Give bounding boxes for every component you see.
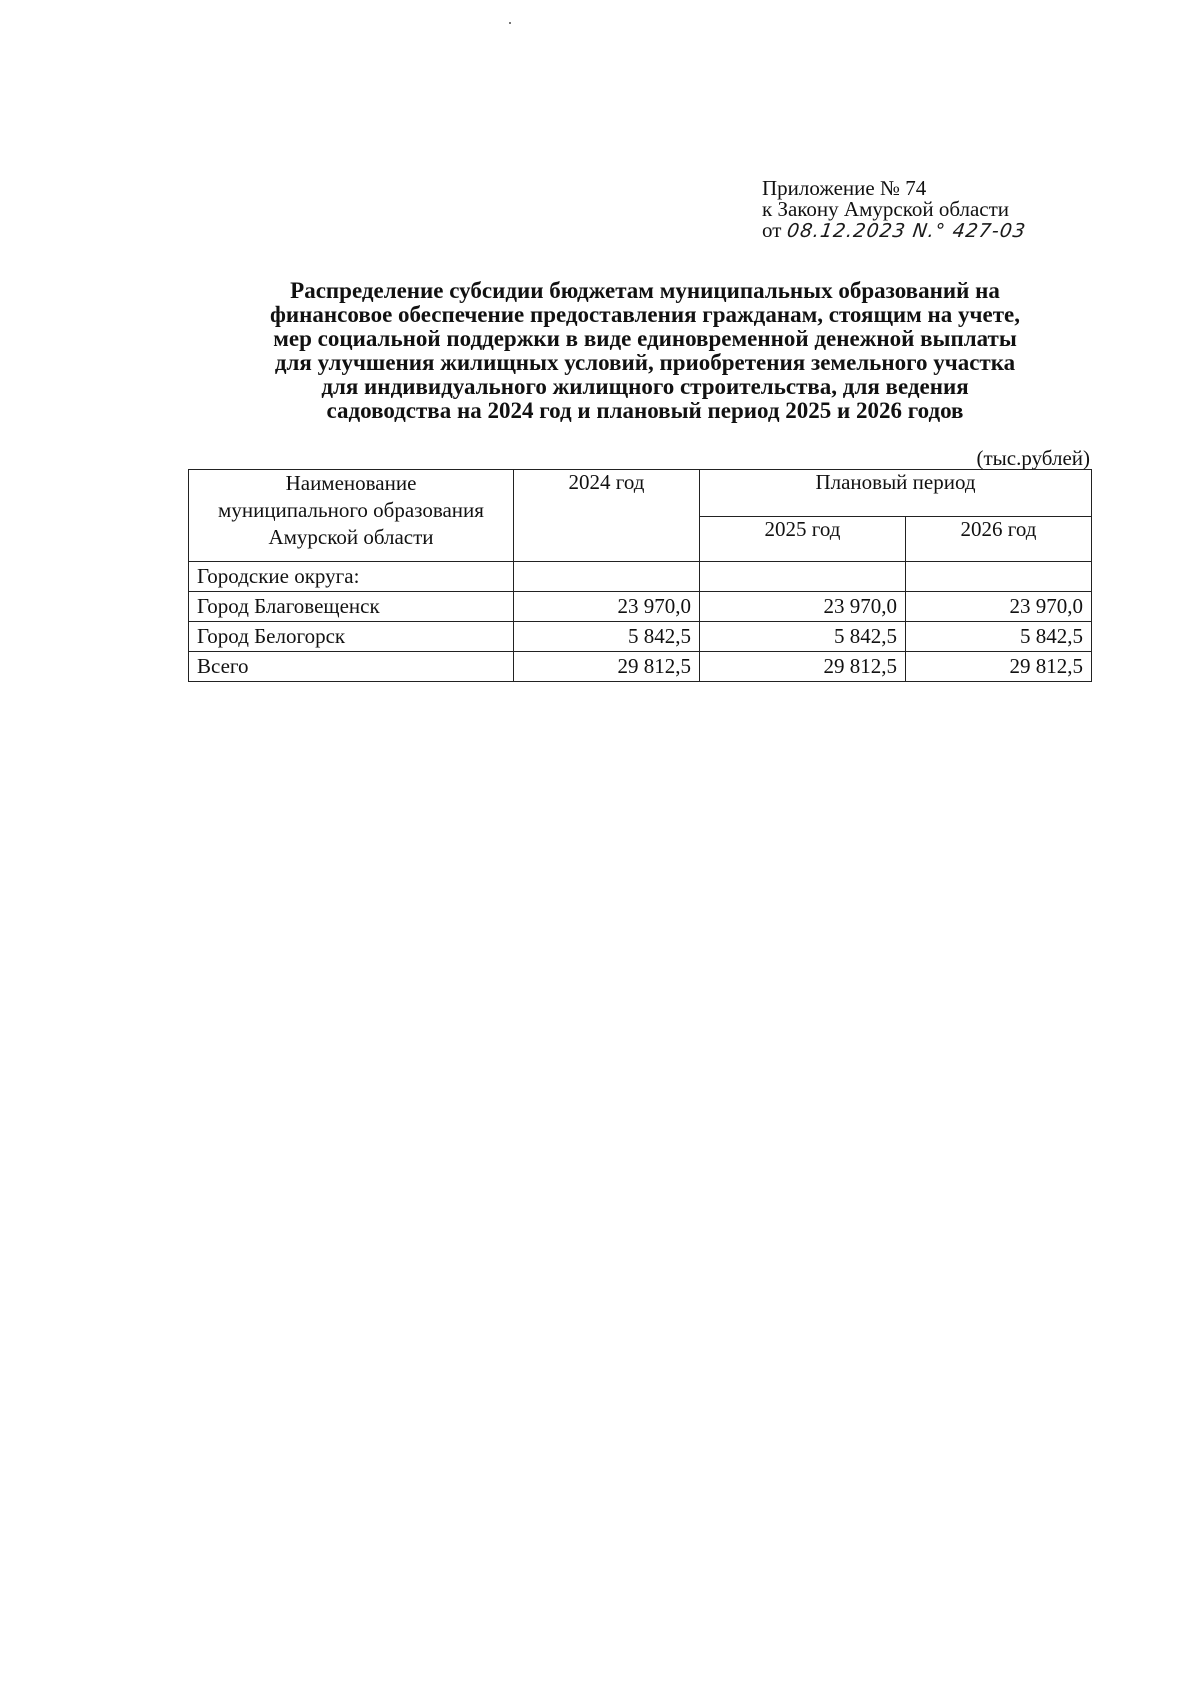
header-2024: 2024 год [514, 470, 700, 562]
row-value-2025: 5 842,5 [700, 622, 906, 652]
table-row [189, 592, 1092, 622]
total-value-2024: 29 812,5 [514, 652, 700, 682]
row-name: Город Благовещенск [189, 592, 514, 622]
empty-cell [514, 562, 700, 592]
appendix-date-line [762, 220, 1122, 242]
section-row [189, 562, 1092, 592]
title-line: садоводства на 2024 год и плановый период 2025 и 2026 годов [326, 398, 964, 423]
title-line: Распределение субсидии бюджетам муниципальных образований на [290, 278, 1000, 303]
units-label: (тыс.рублей) [976, 446, 1090, 470]
empty-cell [906, 562, 1092, 592]
title-line: для улучшения жилищных условий, приобретения земельного участка [274, 350, 1016, 375]
total-row [189, 652, 1092, 682]
header-2026: 2026 год [906, 517, 1092, 562]
header-name-line: Наименование [285, 471, 417, 495]
title-line: для индивидуального жилищного строительства, для ведения [321, 374, 969, 399]
row-value-2026: 5 842,5 [906, 622, 1092, 652]
scan-speck [509, 22, 511, 24]
document-title [160, 279, 1130, 423]
total-value-2025: 29 812,5 [700, 652, 906, 682]
handwritten-date-number: 08.12.2023 N.° 427-03 [785, 220, 1028, 242]
header-planned-period: Плановый период [700, 470, 1092, 517]
header-2025: 2025 год [700, 517, 906, 562]
title-line: финансовое обеспечение предоставления гражданам, стоящим на учете, [270, 302, 1020, 327]
header-name-line: муниципального образования [218, 498, 484, 522]
empty-cell [700, 562, 906, 592]
appendix-number: Приложение № 74 [762, 176, 927, 200]
title-line: мер социальной поддержки в виде единовременной денежной выплаты [273, 326, 1017, 351]
total-label: Всего [189, 652, 514, 682]
header-name [189, 470, 514, 562]
total-value-2026: 29 812,5 [906, 652, 1092, 682]
row-value-2024: 5 842,5 [514, 622, 700, 652]
appendix-law-reference: к Закону Амурской области [762, 197, 1010, 221]
header-name-line: Амурской области [268, 525, 434, 549]
appendix-header [762, 178, 1122, 242]
table-row [189, 622, 1092, 652]
section-label: Городские округа: [189, 562, 514, 592]
appendix-date-prefix: от [762, 218, 782, 242]
row-value-2025: 23 970,0 [700, 592, 906, 622]
row-value-2026: 23 970,0 [906, 592, 1092, 622]
subsidy-table [188, 469, 1092, 682]
row-name: Город Белогорск [189, 622, 514, 652]
table-header-row [189, 470, 1092, 517]
row-value-2024: 23 970,0 [514, 592, 700, 622]
